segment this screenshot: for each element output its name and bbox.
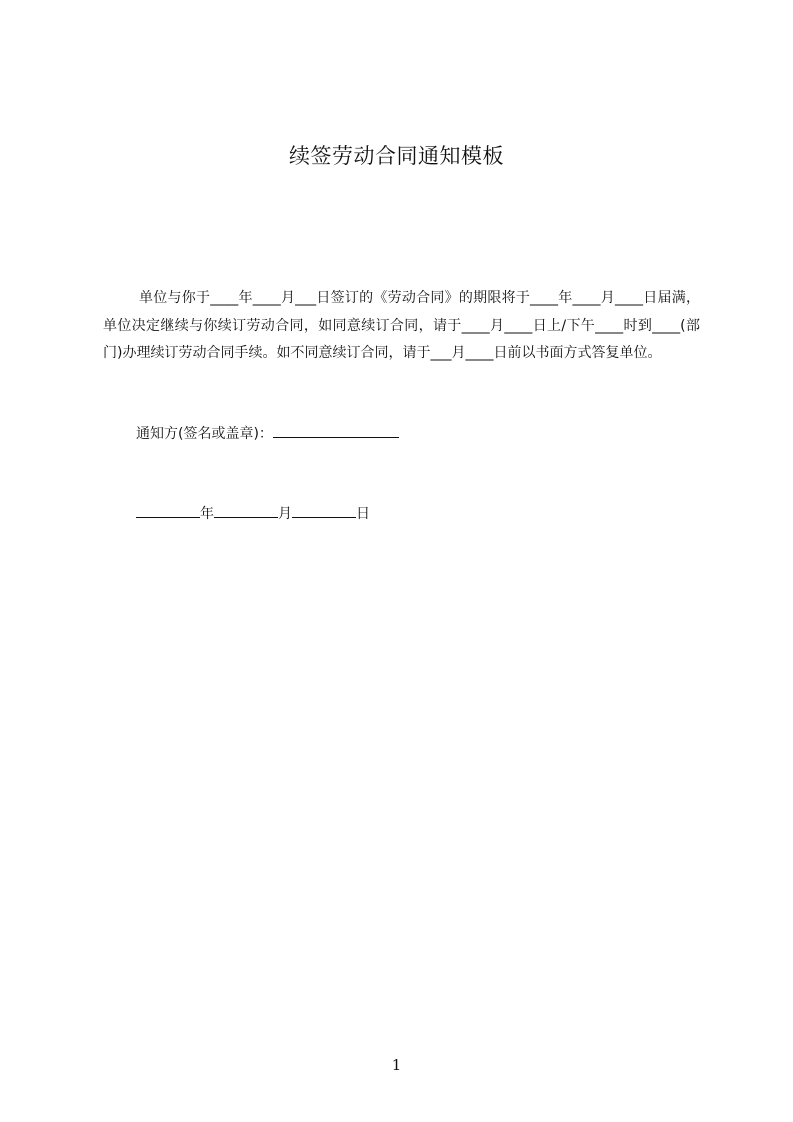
document-title: 续签劳动合同通知模板 xyxy=(289,144,504,168)
year-label: 年 xyxy=(200,506,214,522)
day-blank-line xyxy=(292,503,356,518)
month-label: 月 xyxy=(278,506,292,522)
page-number: 1 xyxy=(391,1056,402,1074)
date-row xyxy=(136,501,370,527)
month-blank-line xyxy=(214,503,278,518)
day-label: 日 xyxy=(356,506,370,522)
notice-body: 单位与你于____年____月___日签订的《劳动合同》的期限将于____年____月____日届满，单位决定继续与你续订劳动合同，如同意续订合同，请于____月____日上/下午____时到____(部门)办理续订劳动合同手续。如不同意续订合同，请于___月____日前以书面方式答复单位。 xyxy=(103,290,700,361)
year-blank-line xyxy=(136,503,200,518)
signature-blank-line xyxy=(273,423,399,438)
signature-row xyxy=(136,421,399,447)
signature-label: 通知方(签名或盖章)： xyxy=(136,426,273,442)
